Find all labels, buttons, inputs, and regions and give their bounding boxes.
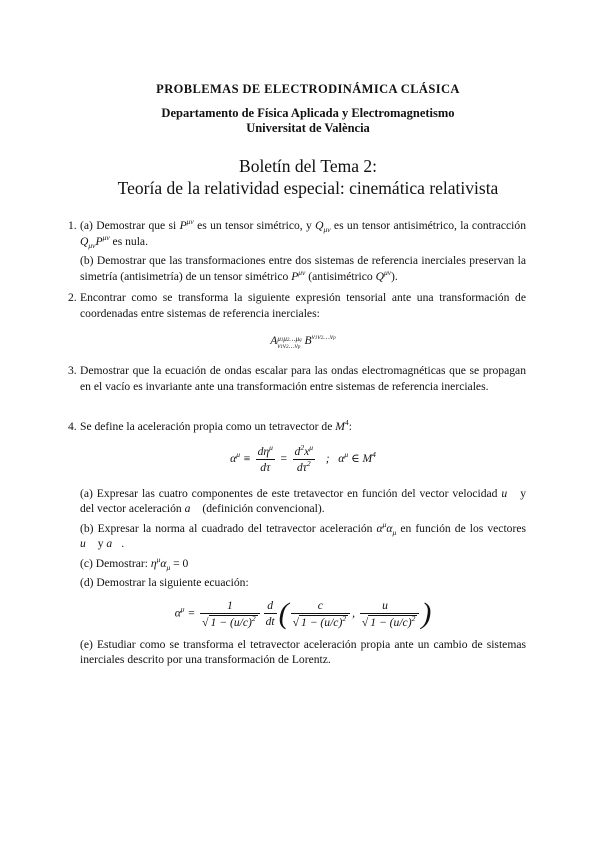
problem-number: 1.	[68, 219, 77, 232]
bulletin-title	[0, 155, 616, 199]
problem-3-text: Demostrar que la ecuación de ondas escalar para las ondas electromagnéticas que se propagan en el vacío es invariante ante una transformación entre sistemas de referencia inerciales.	[80, 364, 526, 393]
problem-2	[68, 290, 526, 350]
problem-4d: (d) Demostrar la siguiente ecuación:	[80, 576, 249, 589]
problem-number: 4.	[68, 420, 77, 433]
problem-1	[68, 217, 527, 284]
university-name: Universitat de València	[246, 121, 370, 135]
topic-title: Teoría de la relatividad especial: cinemática relativista	[117, 178, 499, 198]
tensor-expression: A μ1μ2…μq ν1ν2…νp $B^{\nu 1\nu 2\dots\nu p}$	[270, 332, 336, 350]
problem-4a: (a) Expresar las cuatro componentes de este tretavector en función del vector velocidad u⃗ y del vector aceleración a⃗ (definición convencional).	[80, 486, 526, 515]
department-block	[0, 106, 616, 136]
bulletin-label: Boletín del Tema 2:	[239, 156, 377, 176]
problem-1a: (a) Demostrar que si $P^{\mu\nu}$ es un tensor simétrico, y $Q_{\mu\nu}$ es un tensor antisimétrico, la contracción $Q_{\mu\nu}P^{\mu\nu}$ es nula.	[80, 217, 527, 250]
derivation-equation: $\alpha^\mu$ = $\frac{1}{√ 1 - (u/c)^2}$ $\frac{d}{dt}$ ( $\frac{c}{√ 1 - (u/c)^2}$ , $\frac{u⃗}{√ 1 - (u/c)^2}$ )	[174, 596, 432, 630]
problem-4-intro: Se define la aceleración propia como un tetravector de $M^4$:	[80, 418, 352, 433]
definition-equation: $\alpha^\mu$ ≡ $\frac{d\eta^\mu}{d\tau}$ = $\frac{d^2x^\mu}{d\tau^2}$ ; $\alpha^\mu$ ∈ $M^4$	[230, 442, 376, 474]
problem-3	[68, 363, 526, 394]
course-title: PROBLEMAS DE ELECTRODINÁMICA CLÁSICA	[156, 82, 460, 96]
problem-number: 2.	[68, 291, 77, 304]
problem-4b: (b) Expresar la norma al cuadrado del tetravector aceleración $\alpha^\mu\alpha_\mu$ en función de los vectores u⃗ y a⃗.	[80, 519, 526, 550]
problem-number: 3.	[68, 364, 77, 377]
department-name: Departamento de Física Aplicada y Electromagnetismo	[161, 106, 455, 120]
problem-4c: (c) Demostrar: $\eta^\mu\alpha_\mu = 0$	[80, 554, 189, 572]
problem-2-text: Encontrar como se transforma la siguiente expresión tensorial ante una transformación de coordenadas entre sistemas de referencia inerciales:	[80, 291, 526, 320]
problem-4e: (e) Estudiar como se transforma el tetravector aceleración propia ante un cambio de sistemas inerciales descrito por una transformación de Lorentz.	[80, 637, 526, 666]
problem-4	[68, 418, 526, 668]
problem-1b: (b) Demostrar que las transformaciones entre dos sistemas de referencia inerciales preservan la simetría (antisimetría) de un tensor simétrico $P^{\mu\nu}$ (antisimétrico $Q^{\mu\nu}$).	[80, 254, 526, 283]
